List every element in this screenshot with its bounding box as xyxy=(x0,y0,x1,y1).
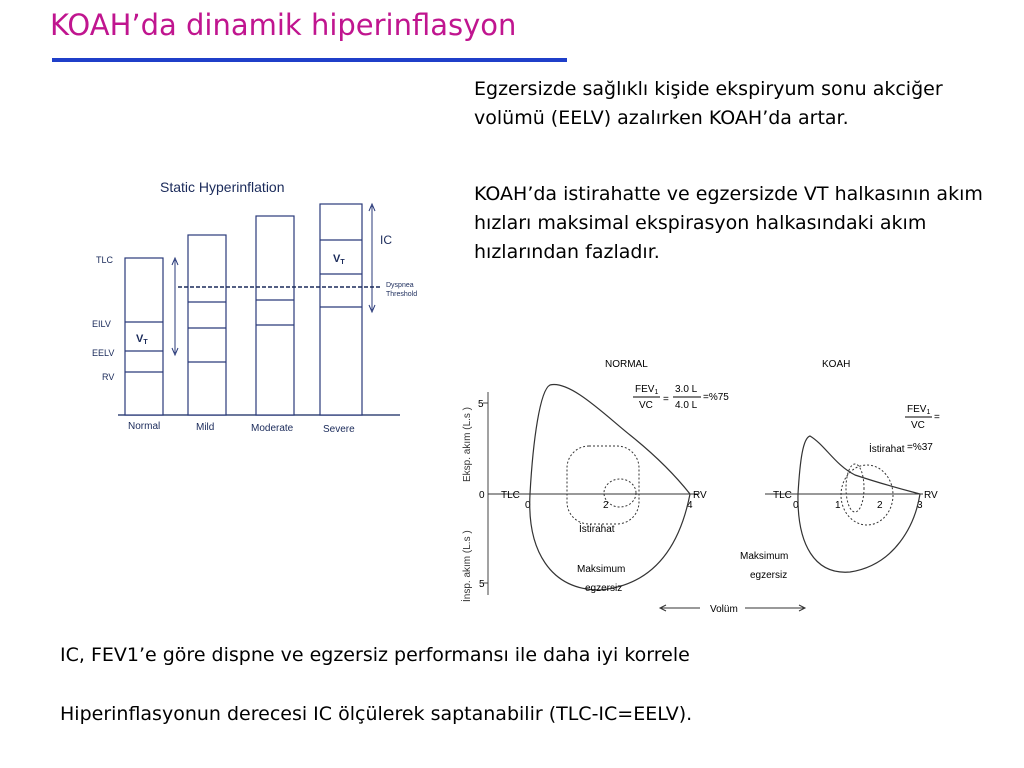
normal-tick-2: 2 xyxy=(603,500,609,511)
koah-label: KOAH xyxy=(822,359,851,370)
y-upper-label: Eksp. akım (L.s ) xyxy=(462,406,473,482)
figure-title: Static Hyperinflation xyxy=(160,179,285,195)
y-tick-upper: 5 xyxy=(478,399,484,410)
dyspnea-label: Dyspnea Threshold xyxy=(386,282,418,298)
koah-loop-panel xyxy=(740,359,943,581)
normal-vc: VC xyxy=(639,400,653,411)
normal-exercise-loop xyxy=(567,446,639,524)
vt-normal: VT xyxy=(136,333,148,346)
normal-label: NORMAL xyxy=(605,359,648,370)
normal-tick-4: 4 xyxy=(687,500,693,511)
column-normal xyxy=(125,258,163,415)
normal-tick-0: 0 xyxy=(525,500,531,511)
ic-label: IC xyxy=(380,233,392,247)
normal-ratio-bottom: 4.0 L xyxy=(675,400,698,411)
y-lower-label: İnsp. akım (L.s ) xyxy=(462,530,473,602)
col-label-moderate: Moderate xyxy=(251,423,294,434)
slide-title: KOAH’da dinamik hiperinflasyon xyxy=(50,8,517,42)
column-moderate xyxy=(256,216,294,415)
bottom-statement-1: IC, FEV1’e göre dispne ve egzersiz performansı ile daha iyi korrele xyxy=(60,644,690,666)
svg-text:=: = xyxy=(934,412,940,423)
koah-rest-label: İstirahat xyxy=(869,444,905,455)
col-label-mild: Mild xyxy=(196,422,215,433)
koah-tlc: TLC xyxy=(773,490,792,501)
label-rv: RV xyxy=(102,372,115,382)
static-hyperinflation-figure xyxy=(88,170,438,440)
col-label-severe: Severe xyxy=(323,424,355,435)
koah-tick-1: 1 xyxy=(835,500,841,511)
koah-max-label: Maksimum egzersiz xyxy=(740,551,789,581)
koah-max-loop xyxy=(798,436,920,572)
label-eilv: EILV xyxy=(92,319,111,329)
label-eelv: EELV xyxy=(92,348,115,358)
svg-text:=: = xyxy=(663,394,669,405)
paragraph-vt-loop: KOAH’da istirahatte ve egzersizde VT halkasının akım hızları maksimal ekspirasyon halkasındaki akım hızlarından fazladır. xyxy=(474,183,983,263)
koah-tick-2: 2 xyxy=(877,500,883,511)
koah-fev: $FEV_1$ xyxy=(907,404,931,416)
koah-percent: =%37 xyxy=(907,442,933,453)
flow-volume-figure xyxy=(455,350,955,620)
y-tick-lower: 5 xyxy=(479,579,485,590)
koah-exercise-loop xyxy=(841,465,893,525)
koah-tick-0: 0 xyxy=(793,500,799,511)
koah-vc: VC xyxy=(911,420,925,431)
volume-label: Volüm xyxy=(710,604,738,615)
normal-loop-panel xyxy=(488,359,729,594)
koah-rv: RV xyxy=(924,490,938,501)
label-tlc: TLC xyxy=(96,255,114,265)
normal-tlc: TLC xyxy=(501,490,520,501)
normal-rv: RV xyxy=(693,490,707,501)
column-severe xyxy=(320,204,362,415)
normal-rest-label: İstirahat xyxy=(579,524,615,535)
koah-tick-3: 3 xyxy=(917,500,923,511)
normal-ratio-top: 3.0 L xyxy=(675,384,698,395)
paragraph-eelv: Egzersizde sağlıklı kişide ekspiryum sonu akciğer volümü (EELV) azalırken KOAH’da artar. xyxy=(474,78,943,129)
col-label-normal: Normal xyxy=(128,421,161,432)
vt-severe: VT xyxy=(333,253,345,266)
normal-max-label: Maksimum egzersiz xyxy=(577,564,626,594)
normal-percent: =%75 xyxy=(703,392,729,403)
normal-rest-loop xyxy=(604,479,636,507)
bottom-statement-2: Hiperinflasyonun derecesi IC ölçülerek saptanabilir (TLC-IC=EELV). xyxy=(60,703,693,725)
y-tick-zero: 0 xyxy=(479,490,485,501)
title-underline xyxy=(52,58,567,62)
normal-max-loop xyxy=(530,385,690,590)
normal-fev: $FEV_1$ xyxy=(635,384,659,396)
column-mild xyxy=(188,235,226,415)
